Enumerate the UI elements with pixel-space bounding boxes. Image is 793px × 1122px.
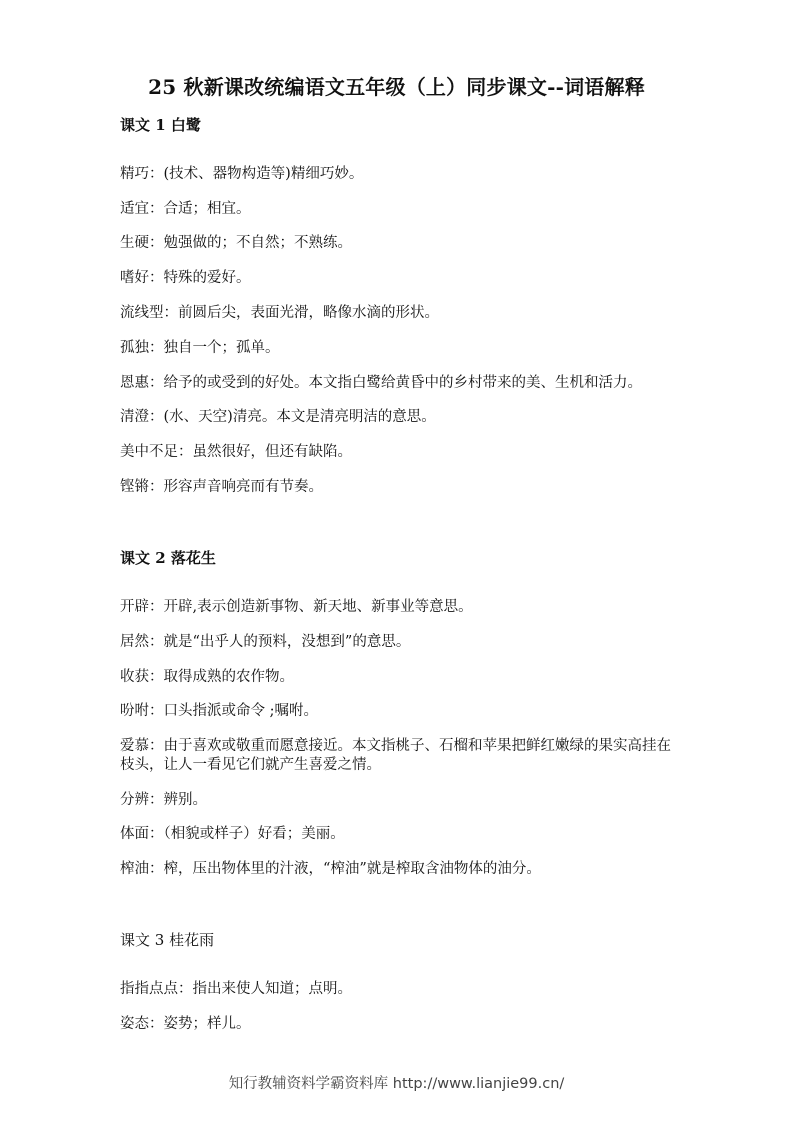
entry-kengqiang: 铿锵：形容声音响亮而有节奏。 <box>120 479 323 495</box>
entry-kaipi: 开辟：开辟,表示创造新事物、新天地、新事业等意思。 <box>120 599 473 615</box>
entry-meizhongbuzu: 美中不足：虽然很好，但还有缺陷。 <box>120 444 352 460</box>
entry-fenbian: 分辨：辨别。 <box>120 792 207 808</box>
entry-zhizhidiandian: 指指点点：指出来使人知道；点明。 <box>120 981 352 997</box>
section-heading-1: 课文 1 白鹭 <box>120 116 201 134</box>
entry-zhayou: 榨油：榨，压出物体里的汁液，“榨油”就是榨取含油物体的油分。 <box>120 861 541 877</box>
entry-jingqiao: 精巧：(技术、器物构造等)精细巧妙。 <box>120 166 364 182</box>
entry-liuxianxing: 流线型：前圆后尖，表面光滑，略像水滴的形状。 <box>120 305 439 321</box>
footer-watermark: 知行教辅资料学霸资料库 http://www.lianjie99.cn/ <box>228 1076 565 1092</box>
entry-qingcheng: 清澄：(水、天空)清亮。本文是清亮明洁的意思。 <box>120 409 436 425</box>
entry-shiyi: 适宜：合适；相宜。 <box>120 201 251 217</box>
section-heading-3: 课文 3 桂花雨 <box>120 931 215 949</box>
entry-timian: 体面：（相貌或样子）好看；美丽。 <box>120 826 345 842</box>
entry-aimu: 爱慕：由于喜欢或敬重而愿意接近。本文指桃子、石榴和苹果把鲜红嫩绿的果实高挂在枝头，让人一看见它们就产生喜爱之情。 <box>120 738 671 773</box>
entry-shihao: 嗜好：特殊的爱好。 <box>120 270 251 286</box>
entry-shouhuo: 收获：取得成熟的农作物。 <box>120 669 294 685</box>
entry-shengying: 生硬：勉强做的；不自然；不熟练。 <box>120 235 352 251</box>
document-title: 25 秋新课改统编语文五年级（上）同步课文--词语解释 <box>148 75 645 99</box>
entry-gudu: 孤独：独自一个；孤单。 <box>120 340 280 356</box>
entry-zitai: 姿态：姿势；样儿。 <box>120 1016 251 1032</box>
entry-juran: 居然：就是“出乎人的预料，没想到”的意思。 <box>120 634 411 650</box>
section-heading-2: 课文 2 落花生 <box>120 549 216 567</box>
entry-fenfu: 吩咐：口头指派或命令 ;嘱咐。 <box>120 703 318 719</box>
entry-enhui: 恩惠：给予的或受到的好处。本文指白鹭给黄昏中的乡村带来的美、生机和活力。 <box>120 375 642 391</box>
